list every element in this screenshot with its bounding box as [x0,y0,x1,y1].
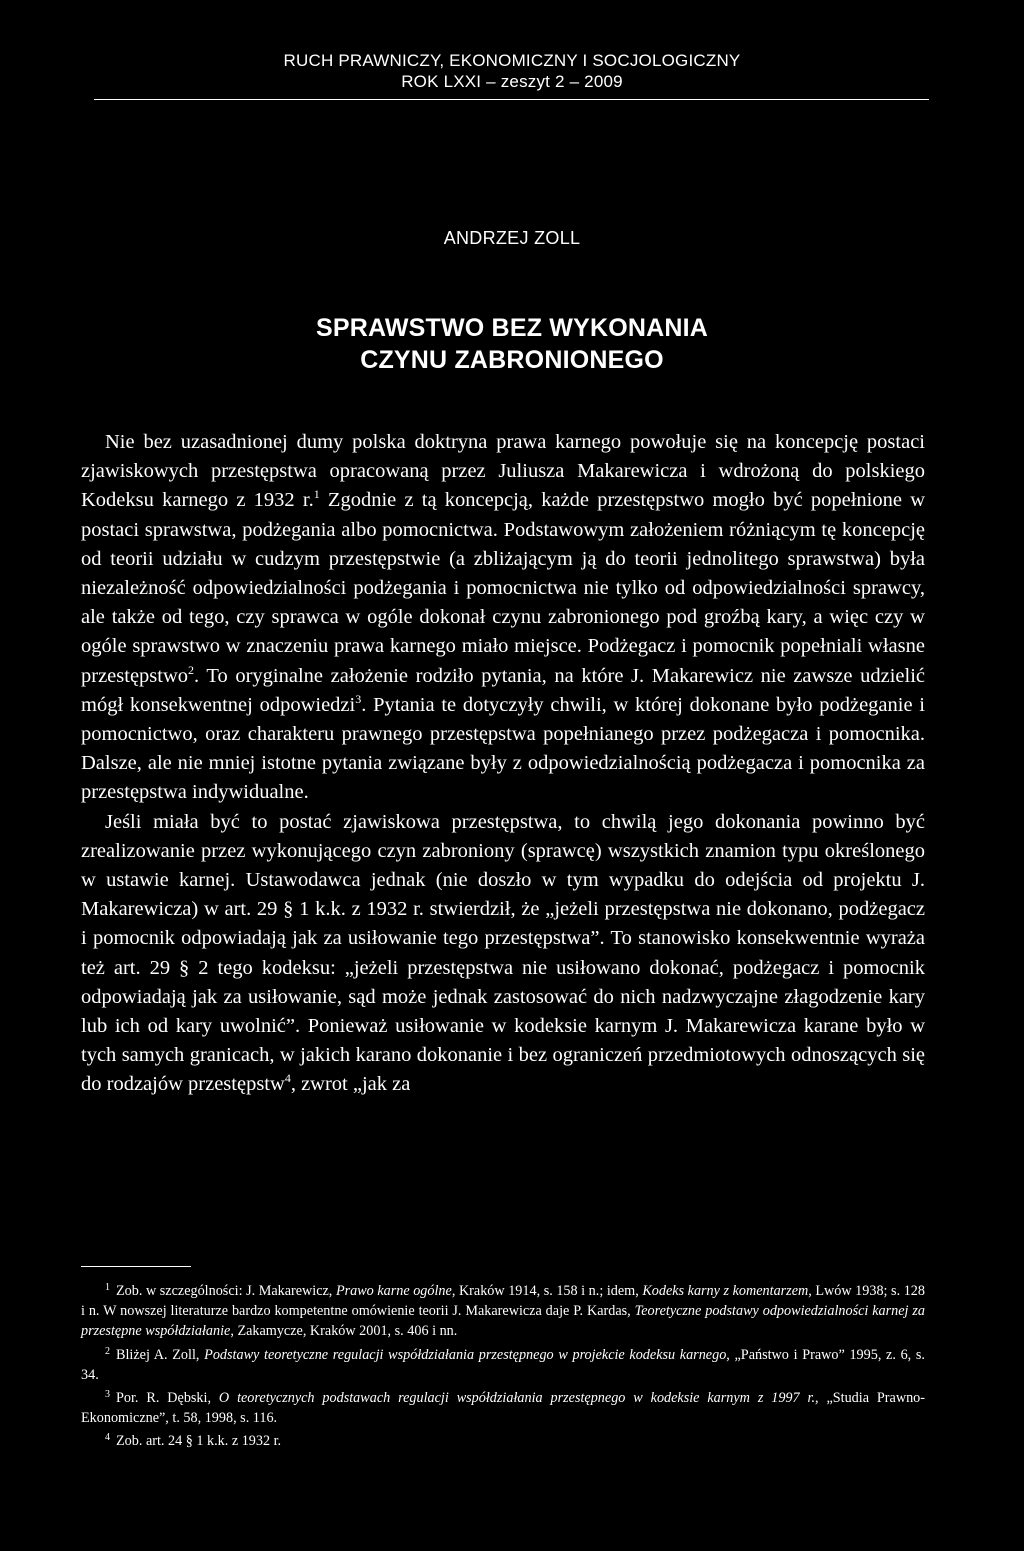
footnote-3 [81,1385,925,1428]
footnote-text: , „Studia Prawno-Ekonomiczne”, t. 58, 1998, s. 116. [81,1390,925,1427]
journal-header [0,50,1024,92]
paragraph-text: Zgodnie z tą koncepcją, każde przestępstwo mogło być popełnione w postaci sprawstwa, podżegania albo pomocnictwa. Podstawowym założeniem różniącym tę koncepcję od teorii udziału w cudzym przestępstwie (a zbliżającym ją do teorii jednolitego sprawstwa) była niezależność odpowiedzialności podżegania i pomocnictwa nie tylko od odpowiedzialności sprawcy, ale także od tego, czy sprawca w ogóle dokonał czynu zabronionego pod groźbą kary, a więc czy w ogóle sprawstwo w znaczeniu prawa karnego miało miejsce. Podżegacz i pomocnik popełniali własne przestępstwo [81,489,925,687]
footnote-text: Por. R. Dębski, [116,1390,219,1407]
footnote-divider [81,1266,191,1267]
title-line-2: CZYNU ZABRONIONEGO [360,346,664,374]
journal-name: RUCH PRAWNICZY, EKONOMICZNY I SOCJOLOGICZNY [283,51,741,70]
footnote-text: Zob. art. 24 § 1 k.k. z 1932 r. [116,1433,282,1450]
title-line-1: SPRAWSTWO BEZ WYKONANIA [315,314,709,342]
footnote-title: O teoretycznych podstawach regulacji współdziałania przestępnego w kodeksie karnym z 1997 r. [218,1390,816,1407]
footnote-number: 1 [105,1282,110,1293]
footnote-text: Zob. w szczególności: J. Makarewicz, [116,1283,336,1299]
paragraph-text: . Pytania te dotyczyły chwili, w której dokonane było podżeganie i pomocnictwo, oraz charakteru prawnego przestępstwa popełnianego przez podżegacza i pomocnika. Dalsze, ale nie mniej istotne pytania związane były z odpowiedzialnością podżegacza i pomocnika za przestępstwa indywidualne. [81,693,925,804]
footnote-2 [81,1342,925,1385]
footnote-ref-1[interactable]: 1 [313,487,320,502]
footnote-ref-4[interactable]: 4 [284,1071,291,1086]
paragraph-text: Nie bez uzasadnionej dumy polska doktryna prawa karnego powołuje się na koncepcję postaci zjawiskowych przestępstwa opracowaną przez Juliusza Makarewicza i wdrożoną do polskiego Kodeksu karnego z 1932 r. [81,431,925,512]
paragraph-1 [81,428,925,808]
footnote-1 [81,1278,925,1342]
paragraph-text: Jeśli miała być to postać zjawiskowa przestępstwa, to chwilą jego dokonania powinno być zrealizowanie przez wykonującego czyn zabroniony (sprawcę) wszystkich znamion typu określonego w ustawie karnej. Ustawodawca jednak (nie doszło w tym wypadku do odejścia od projektu J. Makarewicza) w art. 29 § 1 k.k. z 1932 r. stwierdził, że „jeżeli przestępstwa nie dokonano, podżegacz i pomocnik odpowiadają jak za usiłowanie tego przestępstwa”. To stanowisko konsekwentnie wyraża też art. 29 § 2 tego kodeksu: „jeżeli przestępstwa nie usiłowano dokonać, podżegacz i pomocnik odpowiadają jak za usiłowanie, sąd może jednak zastosować do nich nadzwyczajne złagodzenie kary lub ich od kary uwolnić”. Ponieważ usiłowanie w kodeksie karnym J. Makarewicza karane było w tych samych granicach, w jakich karano dokonanie i bez ograniczeń przedmiotowych odnoszących się do rodzajów przestępstw [81,810,925,1096]
header-divider [94,99,929,100]
paragraph-text: , zwrot „jak za [290,1073,411,1096]
footnote-title: Podstawy teoretyczne regulacji współdziałania przestępnego w projekcie kodeksu karnego [204,1346,727,1363]
footnote-title: Teoretyczne podstawy odpowiedzialności karnej za przestępne współdziałanie [81,1303,926,1340]
article-body [81,428,925,1100]
author-name: ANDRZEJ ZOLL [443,228,581,248]
footnote-text: Bliżej A. Zoll, [116,1346,205,1363]
article-title [0,312,1024,376]
journal-issue: ROK LXXI – zeszyt 2 – 2009 [401,72,623,91]
footnote-text: , Zakamycze, Kraków 2001, s. 406 i nn. [230,1323,458,1340]
footnote-text: , „Państwo i Prawo” 1995, z. 6, s. 34. [81,1346,925,1383]
footnote-text: , Kraków 1914, s. 158 i n.; idem, [451,1283,643,1299]
footnote-title: Kodeks karny z komentarzem [642,1283,809,1299]
footnote-number: 2 [105,1345,110,1357]
footnotes [81,1278,925,1452]
footnote-ref-3[interactable]: 3 [355,691,362,706]
footnote-text: , Lwów 1938; s. 128 i n. W nowszej literaturze bardzo kompetentne omówienie teorii J. Makarewicza daje P. Kardas, [81,1283,925,1320]
footnote-4 [81,1428,925,1451]
footnote-number: 4 [105,1432,110,1444]
paragraph-text: . To oryginalne założenie rodziło pytania, na które J. Makarewicz nie zawsze udzielić mógł konsekwentnej odpowiedzi [81,664,925,716]
paragraph-2 [81,808,925,1100]
footnote-title: Prawo karne ogólne [335,1283,452,1299]
footnote-ref-2[interactable]: 2 [188,662,195,677]
footnote-number: 3 [105,1389,110,1401]
